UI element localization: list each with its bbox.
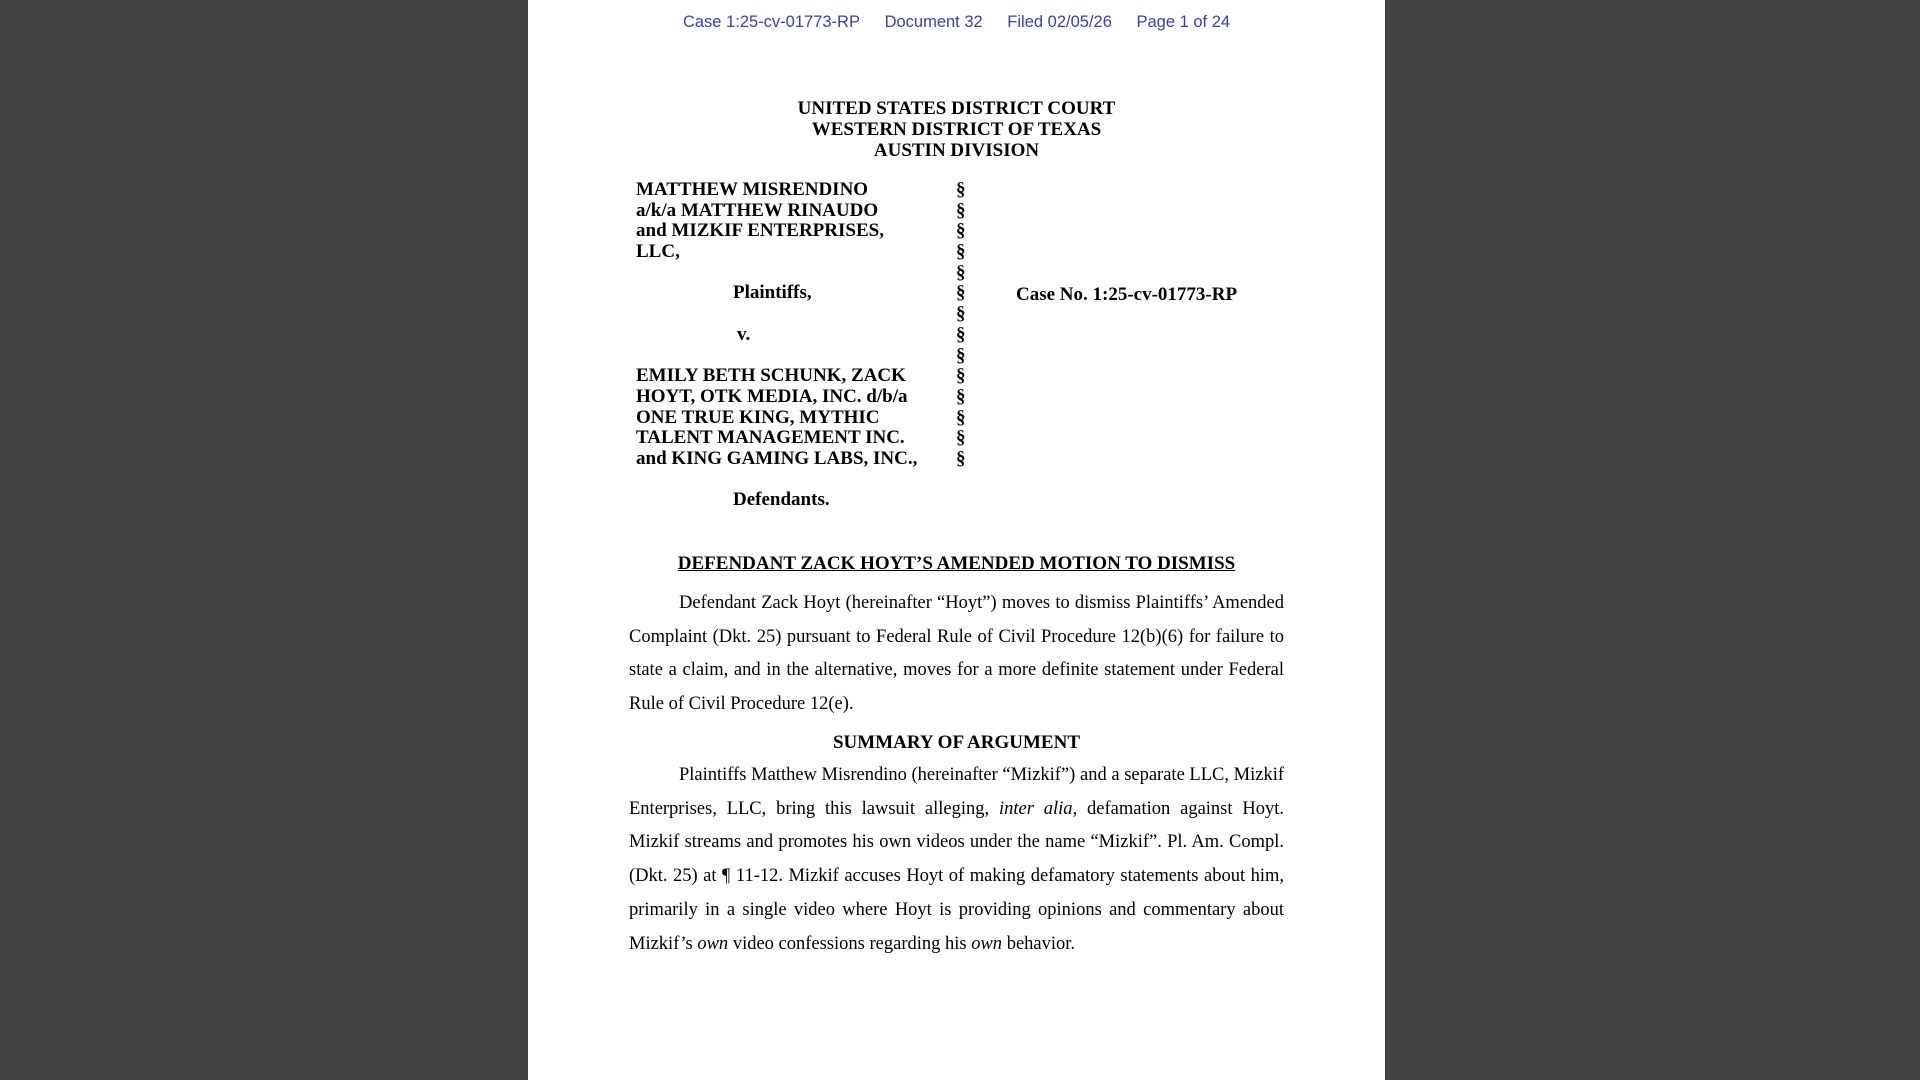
summary-text: , defamation against Hoyt. Mizkif streams and promotes his own videos under the name “Mizkif”. Pl. Am. Compl. (Dkt. 25) at ¶ 11-12. Mizkif accuses Hoyt of making defamatory statements about him, primarily in a single video where Hoyt is providing opinions and commentary about Mizkif’s (629, 798, 1284, 954)
summary-italic-text: own (971, 933, 1003, 954)
section-symbol-column (956, 180, 976, 470)
versus-label: v. (737, 323, 751, 345)
case-number: Case No. 1:25-cv-01773-RP (1016, 284, 1238, 305)
motion-title: DEFENDANT ZACK HOYT’S AMENDED MOTION TO DISMISS (677, 553, 1236, 574)
summary-paragraph (629, 759, 1284, 961)
defendant-line: HOYT, OTK MEDIA, INC. d/b/a (636, 385, 908, 407)
court-name: UNITED STATES DISTRICT COURT (797, 98, 1116, 119)
section-symbol: § (956, 427, 966, 449)
plaintiff-line: a/k/a MATTHEW RINAUDO (636, 199, 879, 221)
case-number-header: Case 1:25-cv-01773-RP (682, 13, 860, 31)
section-symbol: § (956, 261, 966, 283)
court-heading (528, 98, 1385, 161)
filed-date-header: Filed 02/05/26 (1007, 13, 1112, 31)
defendants-label: Defendants. (733, 489, 830, 511)
section-symbol: § (956, 344, 966, 366)
section-symbol: § (956, 303, 966, 325)
summary-text: Plaintiffs Matthew Misrendino (hereinafter “Mizkif”) and a separate LLC, Mizkif Enterprises, LLC, bring this lawsuit alleging, (629, 765, 1284, 819)
intro-paragraph: Defendant Zack Hoyt (hereinafter “Hoyt”) moves to dismiss Plaintiffs’ Amended Complaint (Dkt. 25) pursuant to Federal Rule of Civil Procedure 12(b)(6) for failure to state a claim, and in the alternative, moves for a more definite statement under Federal Rule of Civil Procedure 12(e). (629, 593, 1284, 715)
ecf-filing-header (528, 13, 1385, 32)
section-symbol: § (956, 323, 966, 345)
caption-parties (636, 180, 946, 511)
section-symbol: § (956, 447, 966, 469)
plaintiff-line: and MIZKIF ENTERPRISES, (636, 220, 884, 242)
section-symbol: § (956, 179, 966, 200)
summary-italic-text: own (697, 933, 729, 954)
document-page (528, 0, 1385, 1080)
summary-heading: SUMMARY OF ARGUMENT (832, 732, 1081, 753)
section-symbol: § (956, 282, 966, 304)
section-symbol: § (956, 406, 966, 428)
section-symbol: § (956, 385, 966, 407)
plaintiff-line: MATTHEW MISRENDINO (636, 179, 869, 200)
defendant-line: and KING GAMING LABS, INC., (636, 447, 918, 469)
court-division: AUSTIN DIVISION (873, 140, 1040, 161)
plaintiff-line: LLC, (636, 241, 680, 263)
court-district: WESTERN DISTRICT OF TEXAS (811, 119, 1102, 140)
summary-italic-text: inter alia (998, 798, 1073, 819)
section-symbol: § (956, 241, 966, 263)
plaintiffs-label: Plaintiffs, (733, 282, 812, 304)
section-symbol: § (956, 365, 966, 387)
defendant-line: ONE TRUE KING, MYTHIC (636, 406, 880, 428)
defendant-line: TALENT MANAGEMENT INC. (636, 427, 905, 449)
section-symbol: § (956, 220, 966, 242)
section-symbol: § (956, 199, 966, 221)
summary-text: behavior. (1002, 933, 1076, 954)
page-count-header: Page 1 of 24 (1136, 13, 1231, 31)
document-number-header: Document 32 (884, 13, 983, 31)
defendant-line: EMILY BETH SCHUNK, ZACK (636, 365, 906, 387)
summary-text: video confessions regarding his (728, 933, 972, 954)
